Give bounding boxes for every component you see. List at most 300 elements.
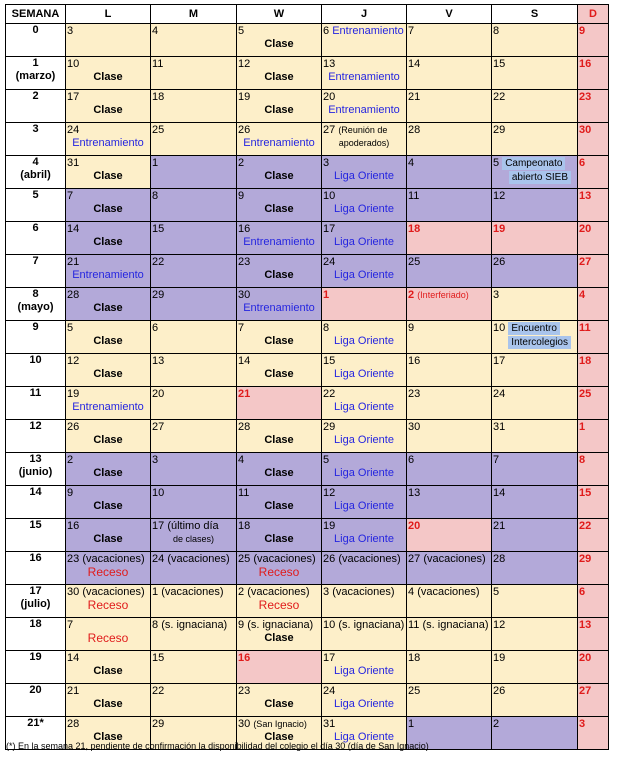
day-number-value: 25: [408, 256, 421, 268]
day-number-value: 13: [579, 619, 592, 631]
day-activity-label: Clase: [264, 698, 294, 710]
day-number: [407, 486, 491, 499]
week-row: [6, 486, 609, 519]
day-activity-label: Liga Oriente: [334, 731, 394, 743]
week-number: 14: [29, 486, 42, 498]
day-number-value: 13: [579, 190, 592, 202]
day-cell: [66, 684, 151, 717]
header-semana: SEMANA: [6, 5, 66, 24]
day-cell: [492, 519, 578, 552]
week-number-cell: [6, 288, 66, 321]
day-number-value: 26: [493, 256, 506, 268]
day-number-value: 11: [408, 619, 420, 631]
day-number-value: 18: [152, 91, 165, 103]
day-number-value: 6: [152, 322, 159, 334]
day-cell: [237, 90, 322, 123]
week-number-cell: [6, 222, 66, 255]
day-number: [407, 420, 491, 433]
day-number-value: 16: [579, 58, 592, 70]
day-cell: [237, 552, 322, 585]
event-badge-line-2: abierto SIEB: [509, 171, 571, 184]
week-row: [6, 420, 609, 453]
day-number-value: 12: [238, 58, 251, 70]
day-cell: [151, 684, 237, 717]
day-cell: [407, 585, 492, 618]
day-cell: [492, 189, 578, 222]
day-cell: [492, 321, 578, 354]
day-inline-note: (s. ignaciana): [247, 619, 314, 631]
day-activity-label: Liga Oriente: [334, 500, 394, 512]
day-number-value: 6: [579, 157, 586, 169]
week-month-label: (junio): [18, 466, 53, 478]
day-number: [151, 288, 236, 301]
week-number-cell: [6, 24, 66, 57]
day-number-value: 29: [323, 421, 336, 433]
day-number: [237, 189, 321, 202]
day-number-value: 17: [323, 223, 336, 235]
day-activity-label: Clase: [264, 38, 294, 50]
day-number-value: 27: [579, 256, 592, 268]
day-number-value: 24: [67, 124, 80, 136]
day-number: [151, 156, 236, 169]
day-number: [151, 321, 236, 334]
day-number-value: 3: [152, 454, 159, 466]
day-number: [578, 585, 608, 598]
day-cell: [151, 288, 237, 321]
event-badge-line-2: Intercolegios: [508, 336, 571, 349]
day-cell: [492, 288, 578, 321]
day-number: [578, 684, 608, 697]
day-number-value: 2: [67, 454, 74, 466]
day-number-value: 31: [67, 157, 80, 169]
day-cell: [237, 189, 322, 222]
day-number-value: 28: [238, 421, 251, 433]
day-number: [151, 90, 236, 103]
day-activity-label: Clase: [93, 665, 123, 677]
day-number: [578, 24, 608, 37]
day-cell: [407, 618, 492, 651]
day-activity-label: Entrenamiento: [243, 302, 315, 314]
day-number-value: 30: [67, 586, 80, 598]
day-cell: [237, 585, 322, 618]
week-row: [6, 453, 609, 486]
day-number: [407, 618, 491, 631]
day-cell: [237, 57, 322, 90]
day-number: [66, 585, 150, 598]
day-cell: [407, 288, 492, 321]
day-activity-label: Liga Oriente: [334, 368, 394, 380]
day-cell: [492, 24, 578, 57]
day-cell: [492, 486, 578, 519]
day-number: [66, 684, 150, 697]
day-number: [66, 651, 150, 664]
day-cell: [578, 57, 609, 90]
day-number-value: 3: [67, 25, 74, 37]
day-number: [237, 222, 321, 235]
day-inline-note: (San Ignacio): [253, 719, 307, 729]
week-number: 15: [29, 519, 42, 531]
calendar-table: [5, 4, 609, 750]
day-number: [151, 717, 236, 730]
week-number: 11: [29, 387, 42, 399]
day-number-value: 26: [493, 685, 506, 697]
day-number-value: 21: [67, 256, 80, 268]
day-cell: [66, 90, 151, 123]
day-cell: [578, 420, 609, 453]
day-cell: [322, 57, 407, 90]
day-number: [578, 618, 608, 631]
day-number: [151, 519, 236, 532]
day-number-value: 1: [579, 421, 586, 433]
day-number-value: 17: [493, 355, 506, 367]
day-number-value: 8: [152, 619, 159, 631]
day-number: [66, 486, 150, 499]
day-number-value: 2: [238, 157, 245, 169]
day-number-value: 11: [152, 58, 164, 70]
week-number-cell: [6, 255, 66, 288]
day-number: [322, 354, 406, 367]
week-number: 2: [32, 90, 39, 102]
day-number-value: 1: [152, 157, 159, 169]
day-number: [66, 90, 150, 103]
day-number: [492, 552, 577, 565]
day-number-value: 20: [152, 388, 165, 400]
day-number: [492, 123, 577, 136]
week-number-cell: [6, 57, 66, 90]
day-number: [322, 717, 406, 730]
day-number: [237, 519, 321, 532]
week-number: 12: [29, 420, 42, 432]
day-number: [322, 387, 406, 400]
week-number-cell: [6, 618, 66, 651]
day-number-value: 10: [152, 487, 165, 499]
day-number-value: 29: [152, 718, 165, 730]
day-number-value: 24: [493, 388, 506, 400]
day-number: [492, 420, 577, 433]
day-number: [151, 354, 236, 367]
week-month-label: (marzo): [15, 70, 56, 82]
day-number: [578, 288, 608, 301]
day-number: [492, 288, 577, 301]
day-number: [322, 420, 406, 433]
day-cell: [492, 90, 578, 123]
day-cell: [407, 684, 492, 717]
day-number-value: 13: [152, 355, 165, 367]
header-miercoles: W: [237, 5, 322, 24]
day-number: [237, 618, 321, 631]
week-number-cell: [6, 90, 66, 123]
week-number: 21*: [27, 717, 44, 729]
day-number: [407, 585, 491, 598]
day-cell: [578, 717, 609, 750]
day-number: [66, 156, 150, 169]
day-number-value: 23: [238, 685, 251, 697]
day-number-value: 21: [67, 685, 80, 697]
day-inline-note: Entrenamiento: [332, 25, 404, 37]
footnote: (*) En la semana 21, pendiente de confirmación la disponibilidad del colegio el día 30 (día de San Ignacio): [6, 741, 429, 751]
day-number: [322, 288, 406, 301]
day-cell: [66, 156, 151, 189]
day-number-value: 4: [408, 157, 415, 169]
day-inline-note: (último día: [167, 520, 219, 532]
day-cell: [151, 156, 237, 189]
day-cell: [492, 57, 578, 90]
day-number-value: 28: [493, 553, 506, 565]
day-number-value: 5: [238, 25, 245, 37]
day-activity-label: Clase: [264, 335, 294, 347]
day-number: [322, 123, 406, 136]
day-inline-note: (vacaciones): [338, 553, 401, 565]
week-number: 20: [29, 684, 42, 696]
day-activity-label: Liga Oriente: [334, 236, 394, 248]
day-number: [492, 222, 577, 235]
day-inline-note: (vacaciones): [82, 586, 145, 598]
week-number-cell: [6, 354, 66, 387]
day-activity-label: Clase: [264, 170, 294, 182]
day-activity-label: Clase: [264, 434, 294, 446]
day-activity-label: Entrenamiento: [72, 137, 144, 149]
header-domingo: D: [578, 5, 609, 24]
day-activity-label: Liga Oriente: [334, 335, 394, 347]
day-number: [407, 552, 491, 565]
day-number-value: 4: [152, 25, 159, 37]
day-number: [237, 255, 321, 268]
day-number-value: 27: [579, 685, 592, 697]
day-number-value: 7: [67, 190, 74, 202]
week-row: [6, 321, 609, 354]
day-cell: [66, 321, 151, 354]
day-cell: [492, 222, 578, 255]
day-number-value: 11: [408, 190, 420, 202]
day-activity-label: Receso: [87, 565, 129, 579]
day-activity-label: Clase: [93, 302, 123, 314]
day-number: [578, 255, 608, 268]
day-number-value: 8: [579, 454, 586, 466]
day-number: [151, 123, 236, 136]
day-activity-label: Entrenamiento: [243, 236, 315, 248]
day-activity-label: Clase: [93, 698, 123, 710]
day-number: [66, 519, 150, 532]
day-number-value: 25: [408, 685, 421, 697]
day-number: [237, 585, 321, 598]
day-activity-label: Clase: [264, 104, 294, 116]
week-number-cell: [6, 684, 66, 717]
week-month-label: (mayo): [17, 301, 54, 313]
week-row: [6, 255, 609, 288]
day-number: [578, 57, 608, 70]
day-number-value: 16: [408, 355, 421, 367]
week-number: 1: [32, 57, 39, 69]
day-number: [151, 453, 236, 466]
day-number: [322, 57, 406, 70]
day-activity-label: Clase: [264, 533, 294, 545]
day-number: [492, 651, 577, 664]
day-activity-label: Clase: [93, 533, 123, 545]
day-number-value: 23: [238, 256, 251, 268]
header-martes: M: [151, 5, 237, 24]
week-row: [6, 156, 609, 189]
day-number-value: 26: [67, 421, 80, 433]
day-cell: [407, 255, 492, 288]
day-number-value: 30: [238, 289, 251, 301]
day-number-value: 9: [408, 322, 415, 334]
day-number: [492, 90, 577, 103]
day-cell: [407, 123, 492, 156]
day-cell: [66, 552, 151, 585]
day-cell: [492, 585, 578, 618]
day-number: [407, 354, 491, 367]
day-number-value: 17: [152, 520, 165, 532]
day-number: [322, 684, 406, 697]
day-number: [237, 387, 321, 400]
day-number: [492, 717, 577, 730]
day-cell: [407, 222, 492, 255]
day-cell: [322, 288, 407, 321]
day-number: [578, 156, 608, 169]
day-number: [407, 222, 491, 235]
header-jueves: J: [322, 5, 407, 24]
day-number: [151, 618, 236, 631]
day-number-value: 8: [323, 322, 330, 334]
day-cell: [151, 420, 237, 453]
week-number-cell: [6, 552, 66, 585]
week-number-cell: [6, 387, 66, 420]
day-cell: [322, 453, 407, 486]
day-inline-note: (s. ignaciana): [422, 619, 489, 631]
day-activity-label: de clases): [172, 534, 215, 544]
day-number: [578, 420, 608, 433]
day-number-value: 10: [323, 190, 336, 202]
day-activity-label: Clase: [93, 731, 123, 743]
day-number: [492, 24, 577, 37]
day-cell: [407, 552, 492, 585]
day-number: [492, 156, 577, 170]
day-number-value: 30: [579, 124, 592, 136]
day-number: [322, 321, 406, 334]
day-number-value: 3: [323, 157, 330, 169]
day-cell: [578, 552, 609, 585]
day-number: [492, 519, 577, 532]
day-number-value: 7: [493, 454, 500, 466]
day-number: [322, 486, 406, 499]
day-number: [407, 156, 491, 169]
day-number: [492, 486, 577, 499]
day-number-value: 10: [67, 58, 80, 70]
day-activity-label: Liga Oriente: [334, 665, 394, 677]
day-number: [578, 519, 608, 532]
day-activity-label: Clase: [93, 71, 123, 83]
day-number: [66, 123, 150, 136]
day-cell: [492, 552, 578, 585]
day-activity-label: Liga Oriente: [334, 698, 394, 710]
day-cell: [237, 453, 322, 486]
day-cell: [322, 585, 407, 618]
day-cell: [66, 288, 151, 321]
week-number-cell: [6, 189, 66, 222]
day-number-value: 14: [238, 355, 251, 367]
day-number-value: 31: [493, 421, 506, 433]
day-number: [407, 321, 491, 334]
day-number: [151, 684, 236, 697]
day-number-value: 7: [67, 619, 74, 631]
day-cell: [237, 354, 322, 387]
day-number-value: 10: [323, 619, 336, 631]
week-number-cell: [6, 420, 66, 453]
day-number-value: 11: [579, 322, 591, 334]
day-cell: [407, 189, 492, 222]
calendar-container: [5, 4, 609, 750]
day-number-value: 9: [67, 487, 74, 499]
day-activity-label: Entrenamiento: [328, 71, 400, 83]
day-cell: [578, 453, 609, 486]
day-inline-note: (vacaciones): [247, 586, 310, 598]
event-badge-line-1: Encuentro: [508, 322, 560, 335]
week-number: 18: [29, 618, 42, 630]
day-activity-label: Clase: [93, 236, 123, 248]
day-number-value: 27: [408, 553, 421, 565]
day-cell: [151, 57, 237, 90]
day-cell: [407, 453, 492, 486]
week-number: 19: [29, 651, 42, 663]
week-row: [6, 288, 609, 321]
event-badge: [492, 171, 577, 184]
day-inline-note: (Reunión de: [338, 125, 388, 135]
day-number-value: 16: [238, 223, 251, 235]
day-number: [578, 387, 608, 400]
day-number: [492, 585, 577, 598]
day-cell: [66, 255, 151, 288]
day-number: [492, 453, 577, 466]
week-number-cell: [6, 156, 66, 189]
day-cell: [578, 189, 609, 222]
day-number-value: 14: [408, 58, 421, 70]
day-cell: [151, 354, 237, 387]
day-cell: [407, 420, 492, 453]
day-cell: [151, 486, 237, 519]
day-number: [66, 288, 150, 301]
day-number: [322, 585, 406, 598]
header-row: [6, 5, 609, 24]
day-cell: [322, 321, 407, 354]
day-cell: [151, 24, 237, 57]
day-number-value: 29: [493, 124, 506, 136]
week-number: 10: [29, 354, 42, 366]
calendar-body: [6, 24, 609, 750]
day-number: [237, 57, 321, 70]
day-number-value: 25: [238, 553, 251, 565]
day-number-value: 29: [152, 289, 165, 301]
day-number-value: 14: [67, 652, 80, 664]
day-number-value: 18: [408, 652, 421, 664]
day-number: [492, 387, 577, 400]
week-number-cell: [6, 585, 66, 618]
week-row: [6, 189, 609, 222]
day-cell: [151, 618, 237, 651]
day-number-value: 23: [579, 91, 592, 103]
week-number: 7: [32, 255, 39, 267]
day-number: [322, 189, 406, 202]
day-number: [322, 255, 406, 268]
week-row: [6, 90, 609, 123]
day-number: [407, 288, 491, 301]
day-number-value: 12: [493, 619, 506, 631]
day-number-value: 11: [238, 487, 250, 499]
day-number-value: 30: [408, 421, 421, 433]
day-cell: [237, 222, 322, 255]
week-number-cell: [6, 651, 66, 684]
header-viernes: V: [407, 5, 492, 24]
week-row: [6, 651, 609, 684]
